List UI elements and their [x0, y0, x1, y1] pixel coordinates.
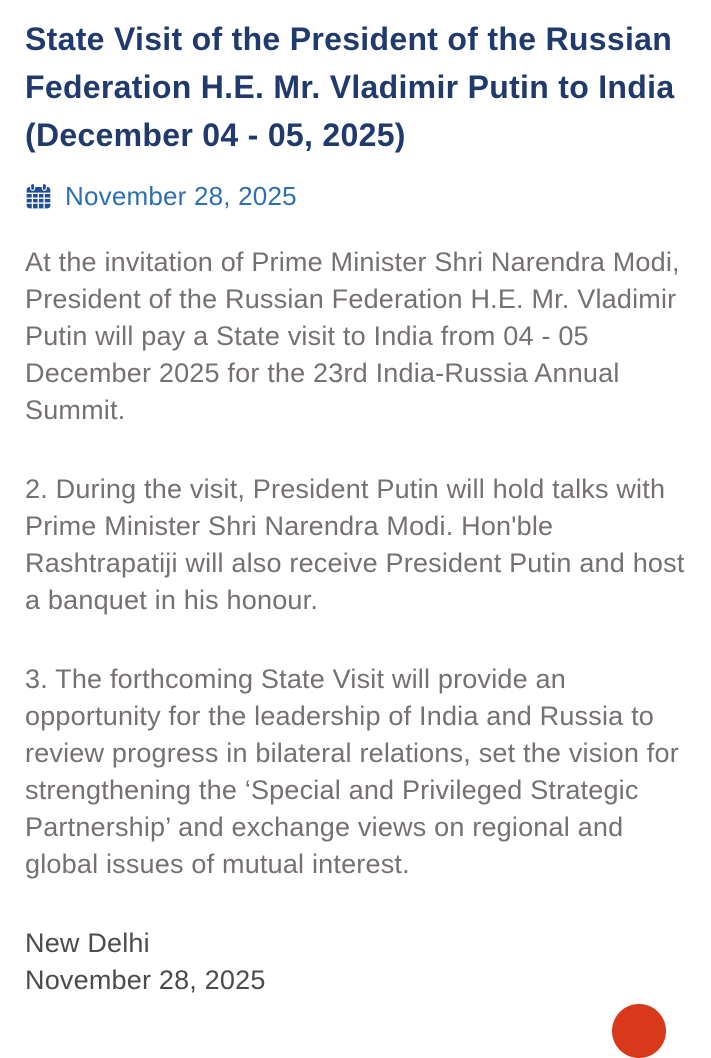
calendar-icon	[25, 183, 52, 210]
red-circle-action-button[interactable]	[612, 1004, 666, 1058]
published-date-row	[25, 181, 685, 212]
signature-place: New Delhi	[25, 928, 150, 958]
signature-block	[25, 925, 685, 999]
page-title: State Visit of the President of the Russian Federation H.E. Mr. Vladimir Putin to India (December 04 - 05, 2025)	[25, 21, 675, 153]
signature-date: November 28, 2025	[25, 965, 266, 995]
paragraph-3: 3. The forthcoming State Visit will provide an opportunity for the leadership of India and Russia to review progress in bilateral relations, set the vision for strengthening the ‘Special and Privileged Strategic Partnership’ and exchange views on regional and global issues of mutual interest.	[25, 664, 679, 879]
paragraph-2: 2. During the visit, President Putin will hold talks with Prime Minister Shri Narendra Modi. Hon'ble Rashtrapatiji will also receive President Putin and host a banquet in his honour.	[25, 474, 685, 615]
paragraph-1: At the invitation of Prime Minister Shri Narendra Modi, President of the Russian Federation H.E. Mr. Vladimir Putin will pay a State visit to India from 04 - 05 December 2025 for the 23rd India-Russia Annual Summit.	[25, 247, 680, 425]
published-date: November 28, 2025	[65, 181, 297, 211]
